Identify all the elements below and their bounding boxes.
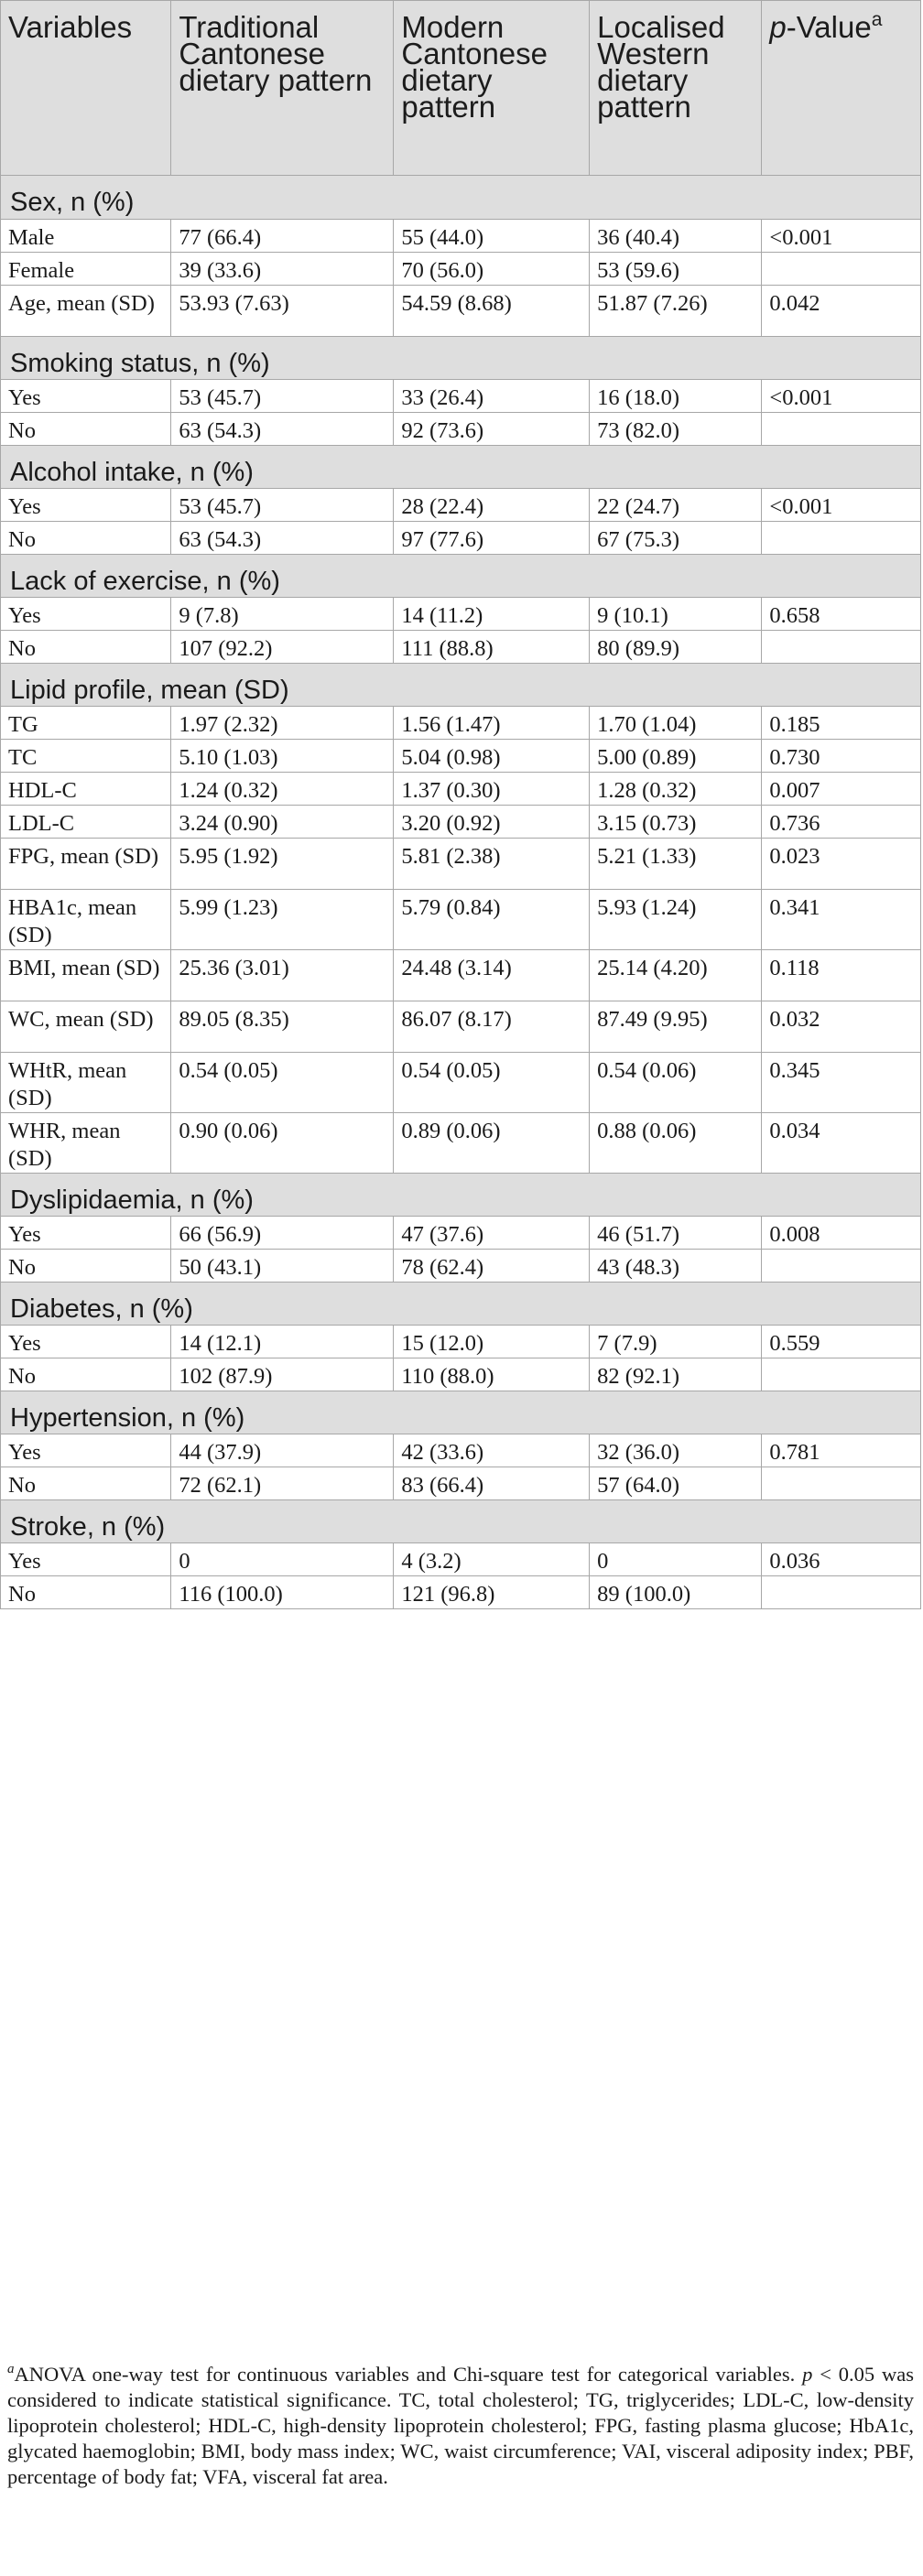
header-variables: Variables	[1, 1, 171, 176]
section-title: Diabetes, n (%)	[1, 1283, 921, 1326]
cell-modern: 4 (3.2)	[394, 1543, 590, 1576]
cell-p-value	[762, 1358, 921, 1391]
row-label: LDL-C	[1, 806, 171, 839]
cell-modern: 55 (44.0)	[394, 220, 590, 253]
cell-western: 36 (40.4)	[590, 220, 762, 253]
row-label: Male	[1, 220, 171, 253]
cell-western: 3.15 (0.73)	[590, 806, 762, 839]
cell-modern: 15 (12.0)	[394, 1326, 590, 1358]
cell-western: 57 (64.0)	[590, 1467, 762, 1500]
section-title: Smoking status, n (%)	[1, 337, 921, 380]
row-label: Age, mean (SD)	[1, 286, 171, 337]
table-row	[1, 806, 921, 839]
cell-modern: 14 (11.2)	[394, 598, 590, 631]
cell-western: 0.54 (0.06)	[590, 1053, 762, 1113]
cell-p-value	[762, 413, 921, 446]
cell-western: 43 (48.3)	[590, 1250, 762, 1283]
cell-western: 53 (59.6)	[590, 253, 762, 286]
row-label: Female	[1, 253, 171, 286]
cell-p-value: 0.034	[762, 1113, 921, 1174]
row-label: No	[1, 1467, 171, 1500]
cell-western: 51.87 (7.26)	[590, 286, 762, 337]
table-row	[1, 631, 921, 664]
row-label: WC, mean (SD)	[1, 1001, 171, 1053]
cell-p-value	[762, 1250, 921, 1283]
cell-modern: 83 (66.4)	[394, 1467, 590, 1500]
cell-p-value: 0.036	[762, 1543, 921, 1576]
footnote-rest: < 0.05 was considered to indicate statistical significance. TC, total cholesterol; TG, triglycerides; LDL-C, low-density lipoprotein cholesterol; HDL-C, high-density lipoprotein cholesterol; FPG, fasting plasma glucose; HbA1c, glycated haemoglobin; BMI, body mass index; WC, waist circumference; VAI, visceral adiposity index; PBF, percentage of body fat; VFA, visceral fat area.	[7, 2363, 915, 2488]
cell-p-value	[762, 253, 921, 286]
row-label: Yes	[1, 489, 171, 522]
cell-traditional: 50 (43.1)	[171, 1250, 394, 1283]
row-label: TG	[1, 707, 171, 740]
footnote-p-italic: p	[802, 2363, 813, 2386]
header-p-value	[762, 1, 921, 176]
row-label: No	[1, 631, 171, 664]
cell-western: 16 (18.0)	[590, 380, 762, 413]
cell-traditional: 77 (66.4)	[171, 220, 394, 253]
cell-modern: 70 (56.0)	[394, 253, 590, 286]
cell-p-value: 0.008	[762, 1217, 921, 1250]
cell-p-value: <0.001	[762, 220, 921, 253]
p-value-text: -Value	[786, 10, 872, 44]
table-row	[1, 413, 921, 446]
cell-modern: 1.56 (1.47)	[394, 707, 590, 740]
table-row	[1, 380, 921, 413]
cell-traditional: 5.95 (1.92)	[171, 839, 394, 890]
section-title: Sex, n (%)	[1, 176, 921, 220]
row-label: No	[1, 1250, 171, 1283]
cell-traditional: 39 (33.6)	[171, 253, 394, 286]
cell-p-value: 0.023	[762, 839, 921, 890]
cell-p-value: 0.042	[762, 286, 921, 337]
cell-p-value: 0.185	[762, 707, 921, 740]
header-localised-western: Localised Western dietary pattern	[590, 1, 762, 176]
cell-western: 80 (89.9)	[590, 631, 762, 664]
table-row	[1, 253, 921, 286]
header-modern-cantonese: Modern Cantonese dietary pattern	[394, 1, 590, 176]
row-label: Yes	[1, 598, 171, 631]
cell-p-value: <0.001	[762, 489, 921, 522]
p-value-sup: a	[871, 9, 883, 30]
header-traditional-cantonese: Traditional Cantonese dietary pattern	[171, 1, 394, 176]
table-row	[1, 1358, 921, 1391]
cell-traditional: 63 (54.3)	[171, 522, 394, 555]
cell-modern: 54.59 (8.68)	[394, 286, 590, 337]
p-italic: p	[769, 10, 787, 44]
cell-western: 82 (92.1)	[590, 1358, 762, 1391]
cell-modern: 92 (73.6)	[394, 413, 590, 446]
cell-western: 1.28 (0.32)	[590, 773, 762, 806]
cell-western: 46 (51.7)	[590, 1217, 762, 1250]
table-row	[1, 1250, 921, 1283]
section-row	[1, 446, 921, 489]
cell-p-value: 0.730	[762, 740, 921, 773]
cell-p-value: 0.032	[762, 1001, 921, 1053]
row-label: No	[1, 1576, 171, 1609]
row-label: No	[1, 413, 171, 446]
cell-traditional: 1.97 (2.32)	[171, 707, 394, 740]
cell-p-value: 0.658	[762, 598, 921, 631]
cell-western: 5.21 (1.33)	[590, 839, 762, 890]
cell-modern: 111 (88.8)	[394, 631, 590, 664]
cell-traditional: 66 (56.9)	[171, 1217, 394, 1250]
cell-modern: 121 (96.8)	[394, 1576, 590, 1609]
table-row	[1, 707, 921, 740]
cell-traditional: 107 (92.2)	[171, 631, 394, 664]
row-label: No	[1, 522, 171, 555]
cell-western: 9 (10.1)	[590, 598, 762, 631]
table-row	[1, 522, 921, 555]
cell-modern: 110 (88.0)	[394, 1358, 590, 1391]
cell-p-value	[762, 631, 921, 664]
cell-traditional: 53 (45.7)	[171, 489, 394, 522]
section-row	[1, 555, 921, 598]
cell-western: 0	[590, 1543, 762, 1576]
cell-modern: 47 (37.6)	[394, 1217, 590, 1250]
cell-western: 67 (75.3)	[590, 522, 762, 555]
cell-traditional: 44 (37.9)	[171, 1434, 394, 1467]
cell-modern: 33 (26.4)	[394, 380, 590, 413]
cell-modern: 3.20 (0.92)	[394, 806, 590, 839]
section-row	[1, 1283, 921, 1326]
cell-western: 5.93 (1.24)	[590, 890, 762, 950]
cell-western: 5.00 (0.89)	[590, 740, 762, 773]
table-row	[1, 1467, 921, 1500]
cell-p-value: 0.341	[762, 890, 921, 950]
row-label: WHR, mean (SD)	[1, 1113, 171, 1174]
cell-p-value: 0.118	[762, 950, 921, 1001]
cell-traditional: 53 (45.7)	[171, 380, 394, 413]
cell-traditional: 102 (87.9)	[171, 1358, 394, 1391]
cell-traditional: 72 (62.1)	[171, 1467, 394, 1500]
cell-traditional: 0.54 (0.05)	[171, 1053, 394, 1113]
cell-traditional: 116 (100.0)	[171, 1576, 394, 1609]
cell-traditional: 5.99 (1.23)	[171, 890, 394, 950]
table-row	[1, 1053, 921, 1113]
table-header-row	[1, 1, 921, 176]
cell-western: 7 (7.9)	[590, 1326, 762, 1358]
cell-traditional: 53.93 (7.63)	[171, 286, 394, 337]
cell-p-value	[762, 1467, 921, 1500]
table-row	[1, 1434, 921, 1467]
cell-p-value: <0.001	[762, 380, 921, 413]
section-row	[1, 1391, 921, 1434]
cell-p-value	[762, 1576, 921, 1609]
row-label: Yes	[1, 1217, 171, 1250]
row-label: HBA1c, mean (SD)	[1, 890, 171, 950]
section-title: Stroke, n (%)	[1, 1500, 921, 1543]
cell-modern: 0.89 (0.06)	[394, 1113, 590, 1174]
footnote-marker: a	[7, 2362, 15, 2376]
cell-traditional: 63 (54.3)	[171, 413, 394, 446]
cell-western: 1.70 (1.04)	[590, 707, 762, 740]
cell-modern: 86.07 (8.17)	[394, 1001, 590, 1053]
row-label: HDL-C	[1, 773, 171, 806]
row-label: Yes	[1, 1326, 171, 1358]
cell-western: 32 (36.0)	[590, 1434, 762, 1467]
cell-traditional: 0.90 (0.06)	[171, 1113, 394, 1174]
cell-western: 87.49 (9.95)	[590, 1001, 762, 1053]
cell-western: 22 (24.7)	[590, 489, 762, 522]
section-title: Dyslipidaemia, n (%)	[1, 1174, 921, 1217]
row-label: No	[1, 1358, 171, 1391]
cell-traditional: 0	[171, 1543, 394, 1576]
row-label: Yes	[1, 380, 171, 413]
row-label: TC	[1, 740, 171, 773]
cell-p-value	[762, 522, 921, 555]
section-row	[1, 1500, 921, 1543]
table-row	[1, 950, 921, 1001]
table-row	[1, 1326, 921, 1358]
cell-modern: 97 (77.6)	[394, 522, 590, 555]
table-row	[1, 890, 921, 950]
cell-modern: 28 (22.4)	[394, 489, 590, 522]
row-label: FPG, mean (SD)	[1, 839, 171, 890]
section-title: Alcohol intake, n (%)	[1, 446, 921, 489]
table-row	[1, 598, 921, 631]
cell-modern: 78 (62.4)	[394, 1250, 590, 1283]
cell-modern: 5.79 (0.84)	[394, 890, 590, 950]
table-row	[1, 839, 921, 890]
cell-modern: 5.04 (0.98)	[394, 740, 590, 773]
table-row	[1, 1543, 921, 1576]
table-row	[1, 1001, 921, 1053]
table-row	[1, 220, 921, 253]
section-title: Lipid profile, mean (SD)	[1, 664, 921, 707]
section-row	[1, 337, 921, 380]
cell-p-value: 0.781	[762, 1434, 921, 1467]
cell-modern: 24.48 (3.14)	[394, 950, 590, 1001]
cell-traditional: 9 (7.8)	[171, 598, 394, 631]
footnote-line1: ANOVA one-way test for continuous variables and Chi-square test for categorical variables.	[14, 2363, 796, 2386]
section-row	[1, 1174, 921, 1217]
cell-traditional: 25.36 (3.01)	[171, 950, 394, 1001]
cell-p-value: 0.345	[762, 1053, 921, 1113]
cell-p-value: 0.007	[762, 773, 921, 806]
section-row	[1, 176, 921, 220]
table-footnote	[7, 2362, 914, 2490]
cell-traditional: 3.24 (0.90)	[171, 806, 394, 839]
cell-p-value: 0.559	[762, 1326, 921, 1358]
table-row	[1, 489, 921, 522]
table-row	[1, 773, 921, 806]
row-label: Yes	[1, 1543, 171, 1576]
cell-p-value: 0.736	[762, 806, 921, 839]
table-row	[1, 286, 921, 337]
table-row	[1, 1113, 921, 1174]
cell-western: 89 (100.0)	[590, 1576, 762, 1609]
cell-modern: 1.37 (0.30)	[394, 773, 590, 806]
row-label: WHtR, mean (SD)	[1, 1053, 171, 1113]
cell-traditional: 1.24 (0.32)	[171, 773, 394, 806]
table-row	[1, 1217, 921, 1250]
section-row	[1, 664, 921, 707]
cell-western: 25.14 (4.20)	[590, 950, 762, 1001]
section-title: Lack of exercise, n (%)	[1, 555, 921, 598]
row-label: Yes	[1, 1434, 171, 1467]
section-title: Hypertension, n (%)	[1, 1391, 921, 1434]
table-row	[1, 740, 921, 773]
cell-modern: 5.81 (2.38)	[394, 839, 590, 890]
table-body	[1, 176, 921, 1609]
cell-western: 0.88 (0.06)	[590, 1113, 762, 1174]
row-label: BMI, mean (SD)	[1, 950, 171, 1001]
cell-traditional: 89.05 (8.35)	[171, 1001, 394, 1053]
cell-traditional: 14 (12.1)	[171, 1326, 394, 1358]
cell-modern: 0.54 (0.05)	[394, 1053, 590, 1113]
cell-traditional: 5.10 (1.03)	[171, 740, 394, 773]
cell-modern: 42 (33.6)	[394, 1434, 590, 1467]
table-row	[1, 1576, 921, 1609]
cell-western: 73 (82.0)	[590, 413, 762, 446]
